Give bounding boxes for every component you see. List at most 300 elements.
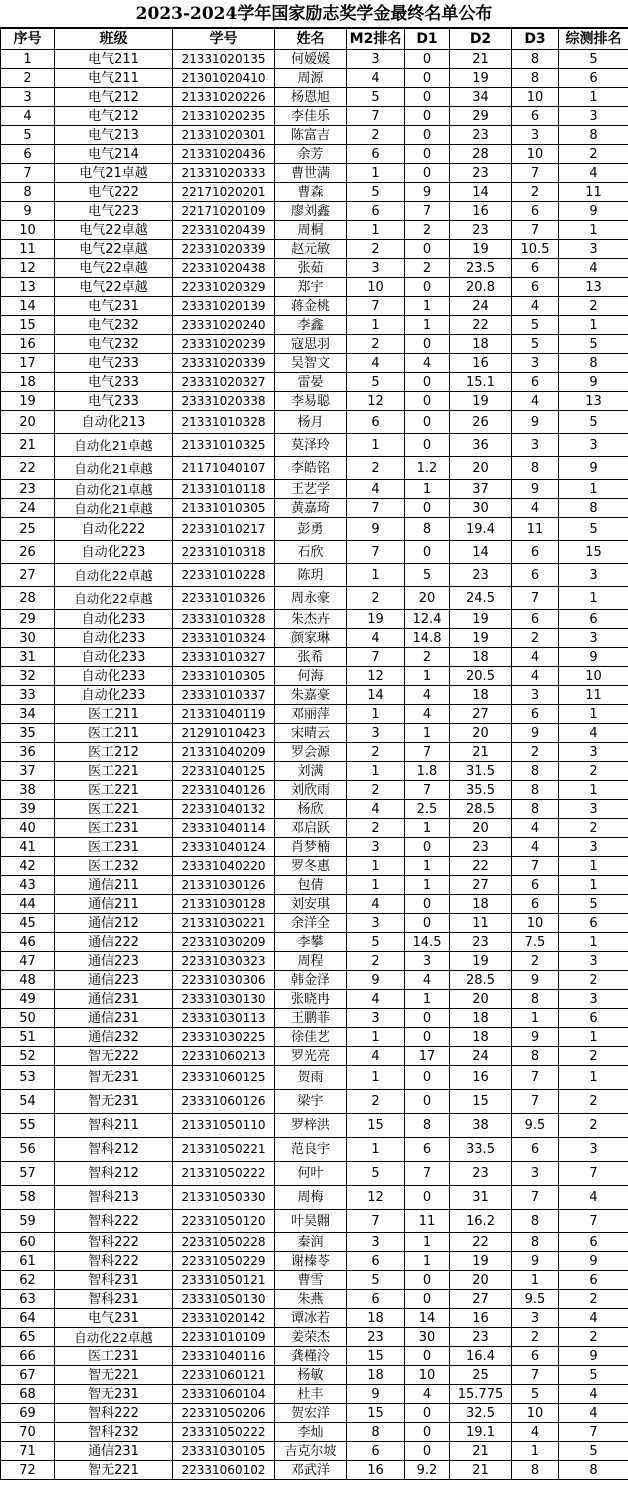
name-cell: 周桐: [275, 221, 347, 240]
m2-rank-cell: 1: [347, 434, 405, 457]
table-row: [1, 686, 628, 705]
d1-cell: 12.4: [405, 610, 450, 629]
d3-cell: 6: [512, 705, 559, 724]
student-id-cell: 22331050228: [173, 1233, 275, 1252]
index-cell: 32: [1, 667, 55, 686]
name-cell: 杨月: [275, 411, 347, 434]
m2-rank-cell: 23: [347, 1328, 405, 1347]
student-id-cell: 23331020339: [173, 354, 275, 373]
d3-cell: 7: [512, 164, 559, 183]
student-id-cell: 21331020333: [173, 164, 275, 183]
d1-cell: 9.2: [405, 1461, 450, 1480]
d3-cell: 10: [512, 1404, 559, 1423]
d3-cell: 8: [512, 800, 559, 819]
index-cell: 15: [1, 316, 55, 335]
overall-rank-cell: 1: [559, 221, 628, 240]
table-row: [1, 1162, 628, 1186]
student-id-cell: 23331040220: [173, 857, 275, 876]
d1-cell: 4: [405, 686, 450, 705]
m2-rank-cell: 2: [347, 335, 405, 354]
name-cell: 石欣: [275, 541, 347, 564]
index-cell: 25: [1, 518, 55, 541]
overall-rank-cell: 5: [559, 1366, 628, 1385]
table-row: [1, 335, 628, 354]
index-cell: 39: [1, 800, 55, 819]
overall-rank-cell: 4: [559, 1404, 628, 1423]
table-row: [1, 1385, 628, 1404]
overall-rank-cell: 15: [559, 541, 628, 564]
class-cell: 自动化233: [55, 648, 173, 667]
d2-cell: 19.4: [450, 518, 512, 541]
student-id-cell: 22331050206: [173, 1404, 275, 1423]
d2-cell: 23: [450, 1162, 512, 1186]
header-m2-rank: M2排名: [347, 29, 405, 50]
d2-cell: 23.5: [450, 259, 512, 278]
overall-rank-cell: 1: [559, 587, 628, 610]
class-cell: 自动化233: [55, 610, 173, 629]
overall-rank-cell: 4: [559, 1309, 628, 1328]
student-id-cell: 23331030113: [173, 1009, 275, 1028]
student-id-cell: 23331010328: [173, 610, 275, 629]
index-cell: 16: [1, 335, 55, 354]
index-cell: 56: [1, 1138, 55, 1162]
index-cell: 59: [1, 1210, 55, 1233]
index-cell: 10: [1, 221, 55, 240]
overall-rank-cell: 3: [559, 1138, 628, 1162]
overall-rank-cell: 13: [559, 392, 628, 411]
table-row: [1, 1066, 628, 1090]
table-row: [1, 126, 628, 145]
class-cell: 智无231: [55, 1090, 173, 1114]
overall-rank-cell: 9: [559, 648, 628, 667]
class-cell: 电气22卓越: [55, 240, 173, 259]
header-overall-rank: 综测排名: [559, 29, 628, 50]
m2-rank-cell: 3: [347, 838, 405, 857]
class-cell: 自动化21卓越: [55, 434, 173, 457]
table-row: [1, 895, 628, 914]
d3-cell: 9: [512, 411, 559, 434]
index-cell: 33: [1, 686, 55, 705]
d2-cell: 23: [450, 1328, 512, 1347]
class-cell: 通信212: [55, 914, 173, 933]
overall-rank-cell: 13: [559, 278, 628, 297]
m2-rank-cell: 1: [347, 705, 405, 724]
table-row: [1, 1366, 628, 1385]
class-cell: 自动化213: [55, 411, 173, 434]
name-cell: 韩金泽: [275, 971, 347, 990]
d2-cell: 27: [450, 876, 512, 895]
m2-rank-cell: 5: [347, 933, 405, 952]
d2-cell: 16.2: [450, 1210, 512, 1233]
name-cell: 郑宇: [275, 278, 347, 297]
name-cell: 王艺学: [275, 480, 347, 499]
index-cell: 45: [1, 914, 55, 933]
class-cell: 电气231: [55, 1309, 173, 1328]
overall-rank-cell: 9: [559, 457, 628, 480]
name-cell: 彭勇: [275, 518, 347, 541]
index-cell: 49: [1, 990, 55, 1009]
m2-rank-cell: 6: [347, 202, 405, 221]
student-id-cell: 23331020139: [173, 297, 275, 316]
student-id-cell: 21301020410: [173, 69, 275, 88]
student-id-cell: 22331060102: [173, 1461, 275, 1480]
overall-rank-cell: 11: [559, 686, 628, 705]
d1-cell: 6: [405, 1138, 450, 1162]
student-id-cell: 22331010326: [173, 587, 275, 610]
class-cell: 电气21卓越: [55, 164, 173, 183]
overall-rank-cell: 1: [559, 1066, 628, 1090]
class-cell: 智科222: [55, 1404, 173, 1423]
table-row: [1, 819, 628, 838]
class-cell: 智无221: [55, 1366, 173, 1385]
index-cell: 51: [1, 1028, 55, 1047]
m2-rank-cell: 15: [347, 1114, 405, 1138]
student-id-cell: 22331030209: [173, 933, 275, 952]
student-id-cell: 22331040132: [173, 800, 275, 819]
overall-rank-cell: 3: [559, 838, 628, 857]
overall-rank-cell: 2: [559, 819, 628, 838]
table-row: [1, 69, 628, 88]
index-cell: 24: [1, 499, 55, 518]
student-id-cell: 22331040126: [173, 781, 275, 800]
d3-cell: 5: [512, 335, 559, 354]
student-id-cell: 21331030128: [173, 895, 275, 914]
m2-rank-cell: 3: [347, 259, 405, 278]
header-d3: D3: [512, 29, 559, 50]
d3-cell: 7.5: [512, 933, 559, 952]
index-cell: 70: [1, 1423, 55, 1442]
d2-cell: 25: [450, 1366, 512, 1385]
name-cell: 李灿: [275, 1423, 347, 1442]
table-row: [1, 164, 628, 183]
index-cell: 71: [1, 1442, 55, 1461]
student-id-cell: 22331050120: [173, 1210, 275, 1233]
m2-rank-cell: 5: [347, 88, 405, 107]
d1-cell: 2: [405, 259, 450, 278]
class-cell: 通信211: [55, 876, 173, 895]
m2-rank-cell: 4: [347, 800, 405, 819]
m2-rank-cell: 2: [347, 240, 405, 259]
table-row: [1, 743, 628, 762]
table-row: [1, 1114, 628, 1138]
d1-cell: 0: [405, 164, 450, 183]
student-id-cell: 23331040114: [173, 819, 275, 838]
class-cell: 智无231: [55, 1385, 173, 1404]
d3-cell: 2: [512, 743, 559, 762]
name-cell: 姜荣杰: [275, 1328, 347, 1347]
overall-rank-cell: 3: [559, 800, 628, 819]
overall-rank-cell: 6: [559, 1271, 628, 1290]
student-id-cell: 21331020135: [173, 50, 275, 69]
d3-cell: 9.5: [512, 1290, 559, 1309]
index-cell: 31: [1, 648, 55, 667]
d3-cell: 6: [512, 259, 559, 278]
student-id-cell: 21331010325: [173, 434, 275, 457]
index-cell: 52: [1, 1047, 55, 1066]
name-cell: 雷晏: [275, 373, 347, 392]
m2-rank-cell: 4: [347, 480, 405, 499]
class-cell: 电气232: [55, 335, 173, 354]
name-cell: 周程: [275, 952, 347, 971]
name-cell: 贺宏洋: [275, 1404, 347, 1423]
table-row: [1, 183, 628, 202]
d3-cell: 4: [512, 819, 559, 838]
class-cell: 智科213: [55, 1186, 173, 1210]
d2-cell: 19: [450, 392, 512, 411]
table-row: [1, 1233, 628, 1252]
m2-rank-cell: 3: [347, 914, 405, 933]
d3-cell: 6: [512, 895, 559, 914]
d3-cell: 9: [512, 971, 559, 990]
class-cell: 自动化21卓越: [55, 480, 173, 499]
d1-cell: 0: [405, 1066, 450, 1090]
index-cell: 47: [1, 952, 55, 971]
name-cell: 廖刘鑫: [275, 202, 347, 221]
table-row: [1, 88, 628, 107]
d2-cell: 34: [450, 88, 512, 107]
index-cell: 28: [1, 587, 55, 610]
m2-rank-cell: 3: [347, 50, 405, 69]
m2-rank-cell: 7: [347, 107, 405, 126]
m2-rank-cell: 4: [347, 629, 405, 648]
index-cell: 50: [1, 1009, 55, 1028]
d1-cell: 0: [405, 434, 450, 457]
d2-cell: 23: [450, 838, 512, 857]
table-row: [1, 259, 628, 278]
m2-rank-cell: 1: [347, 564, 405, 587]
header-row: [1, 29, 628, 50]
student-id-cell: 23331050222: [173, 1423, 275, 1442]
header-d1: D1: [405, 29, 450, 50]
d2-cell: 20.5: [450, 667, 512, 686]
overall-rank-cell: 7: [559, 1423, 628, 1442]
overall-rank-cell: 2: [559, 297, 628, 316]
d2-cell: 30: [450, 499, 512, 518]
table-row: [1, 373, 628, 392]
m2-rank-cell: 6: [347, 411, 405, 434]
d2-cell: 15.1: [450, 373, 512, 392]
table-row: [1, 971, 628, 990]
overall-rank-cell: 1: [559, 316, 628, 335]
d2-cell: 16.4: [450, 1347, 512, 1366]
index-cell: 20: [1, 411, 55, 434]
index-cell: 12: [1, 259, 55, 278]
student-id-cell: 23331030105: [173, 1442, 275, 1461]
table-row: [1, 914, 628, 933]
d3-cell: 5: [512, 316, 559, 335]
class-cell: 智无221: [55, 1461, 173, 1480]
d2-cell: 19: [450, 240, 512, 259]
overall-rank-cell: 11: [559, 183, 628, 202]
name-cell: 曹雪: [275, 1271, 347, 1290]
class-cell: 自动化223: [55, 541, 173, 564]
overall-rank-cell: 8: [559, 1461, 628, 1480]
index-cell: 22: [1, 457, 55, 480]
student-id-cell: 22331020439: [173, 221, 275, 240]
index-cell: 63: [1, 1290, 55, 1309]
d2-cell: 16: [450, 202, 512, 221]
student-id-cell: 22331020339: [173, 240, 275, 259]
index-cell: 65: [1, 1328, 55, 1347]
d1-cell: 0: [405, 1090, 450, 1114]
d1-cell: 0: [405, 411, 450, 434]
d2-cell: 21: [450, 1461, 512, 1480]
overall-rank-cell: 8: [559, 354, 628, 373]
m2-rank-cell: 2: [347, 819, 405, 838]
d3-cell: 9: [512, 480, 559, 499]
d3-cell: 9.5: [512, 1114, 559, 1138]
overall-rank-cell: 1: [559, 933, 628, 952]
header-student-id: 学号: [173, 29, 275, 50]
d1-cell: 11: [405, 1210, 450, 1233]
index-cell: 5: [1, 126, 55, 145]
table-row: [1, 610, 628, 629]
class-cell: 自动化22卓越: [55, 587, 173, 610]
m2-rank-cell: 4: [347, 69, 405, 88]
class-cell: 通信232: [55, 1028, 173, 1047]
d2-cell: 19.1: [450, 1423, 512, 1442]
overall-rank-cell: 9: [559, 1252, 628, 1271]
student-id-cell: 22331060121: [173, 1366, 275, 1385]
class-cell: 电气211: [55, 69, 173, 88]
student-id-cell: 21331050221: [173, 1138, 275, 1162]
header-name: 姓名: [275, 29, 347, 50]
index-cell: 26: [1, 541, 55, 564]
student-id-cell: 23331030225: [173, 1028, 275, 1047]
d3-cell: 10: [512, 145, 559, 164]
d3-cell: 6: [512, 541, 559, 564]
student-id-cell: 23331060104: [173, 1385, 275, 1404]
student-id-cell: 23331010337: [173, 686, 275, 705]
m2-rank-cell: 9: [347, 518, 405, 541]
overall-rank-cell: 9: [559, 202, 628, 221]
student-id-cell: 22331010318: [173, 541, 275, 564]
d3-cell: 2: [512, 952, 559, 971]
name-cell: 赵元敏: [275, 240, 347, 259]
d3-cell: 8: [512, 1210, 559, 1233]
d1-cell: 0: [405, 107, 450, 126]
m2-rank-cell: 12: [347, 667, 405, 686]
d1-cell: 7: [405, 202, 450, 221]
student-id-cell: 22331020329: [173, 278, 275, 297]
class-cell: 电气212: [55, 88, 173, 107]
overall-rank-cell: 5: [559, 895, 628, 914]
d1-cell: 0: [405, 69, 450, 88]
d3-cell: 7: [512, 587, 559, 610]
d2-cell: 27: [450, 705, 512, 724]
student-id-cell: 23331050121: [173, 1271, 275, 1290]
d1-cell: 0: [405, 895, 450, 914]
m2-rank-cell: 7: [347, 499, 405, 518]
table-row: [1, 667, 628, 686]
index-cell: 37: [1, 762, 55, 781]
index-cell: 60: [1, 1233, 55, 1252]
student-id-cell: 23331020240: [173, 316, 275, 335]
d3-cell: 5: [512, 1385, 559, 1404]
student-id-cell: 23331020142: [173, 1309, 275, 1328]
table-row: [1, 278, 628, 297]
name-cell: 宋晴云: [275, 724, 347, 743]
d3-cell: 9: [512, 1028, 559, 1047]
name-cell: 何海: [275, 667, 347, 686]
m2-rank-cell: 7: [347, 648, 405, 667]
d2-cell: 32.5: [450, 1404, 512, 1423]
d1-cell: 0: [405, 1404, 450, 1423]
d2-cell: 36: [450, 434, 512, 457]
student-id-cell: 23331040116: [173, 1347, 275, 1366]
class-cell: 医工211: [55, 705, 173, 724]
d1-cell: 2.5: [405, 800, 450, 819]
class-cell: 智科231: [55, 1290, 173, 1309]
student-id-cell: 21331050222: [173, 1162, 275, 1186]
table-row: [1, 1461, 628, 1480]
d1-cell: 17: [405, 1047, 450, 1066]
class-cell: 医工231: [55, 838, 173, 857]
d1-cell: 20: [405, 587, 450, 610]
d1-cell: 0: [405, 1271, 450, 1290]
name-cell: 梁宇: [275, 1090, 347, 1114]
table-row: [1, 457, 628, 480]
d1-cell: 1: [405, 876, 450, 895]
d3-cell: 7: [512, 1366, 559, 1385]
name-cell: 杨敏: [275, 1366, 347, 1385]
name-cell: 刘安琪: [275, 895, 347, 914]
d3-cell: 3: [512, 1309, 559, 1328]
table-row: [1, 705, 628, 724]
class-cell: 通信231: [55, 1009, 173, 1028]
d3-cell: 6: [512, 278, 559, 297]
overall-rank-cell: 3: [559, 107, 628, 126]
d3-cell: 7: [512, 1066, 559, 1090]
student-id-cell: 23331010324: [173, 629, 275, 648]
d3-cell: 1: [512, 1271, 559, 1290]
d3-cell: 8: [512, 990, 559, 1009]
class-cell: 医工231: [55, 819, 173, 838]
class-cell: 医工221: [55, 800, 173, 819]
m2-rank-cell: 6: [347, 1442, 405, 1461]
d1-cell: 4: [405, 1385, 450, 1404]
d2-cell: 24: [450, 1047, 512, 1066]
class-cell: 医工221: [55, 762, 173, 781]
d2-cell: 14: [450, 541, 512, 564]
table-row: [1, 1047, 628, 1066]
overall-rank-cell: 1: [559, 857, 628, 876]
student-id-cell: 21291010423: [173, 724, 275, 743]
d2-cell: 19: [450, 629, 512, 648]
index-cell: 9: [1, 202, 55, 221]
name-cell: 寇思羽: [275, 335, 347, 354]
class-cell: 自动化21卓越: [55, 457, 173, 480]
d2-cell: 31: [450, 1186, 512, 1210]
table-row: [1, 990, 628, 1009]
d1-cell: 14.5: [405, 933, 450, 952]
index-cell: 29: [1, 610, 55, 629]
m2-rank-cell: 18: [347, 1366, 405, 1385]
m2-rank-cell: 2: [347, 587, 405, 610]
d1-cell: 4: [405, 705, 450, 724]
d2-cell: 24: [450, 297, 512, 316]
table-row: [1, 434, 628, 457]
m2-rank-cell: 2: [347, 457, 405, 480]
overall-rank-cell: 1: [559, 781, 628, 800]
class-cell: 医工231: [55, 1347, 173, 1366]
d3-cell: 4: [512, 838, 559, 857]
d3-cell: 7: [512, 221, 559, 240]
overall-rank-cell: 2: [559, 145, 628, 164]
name-cell: 周梅: [275, 1186, 347, 1210]
name-cell: 李易聪: [275, 392, 347, 411]
overall-rank-cell: 4: [559, 259, 628, 278]
